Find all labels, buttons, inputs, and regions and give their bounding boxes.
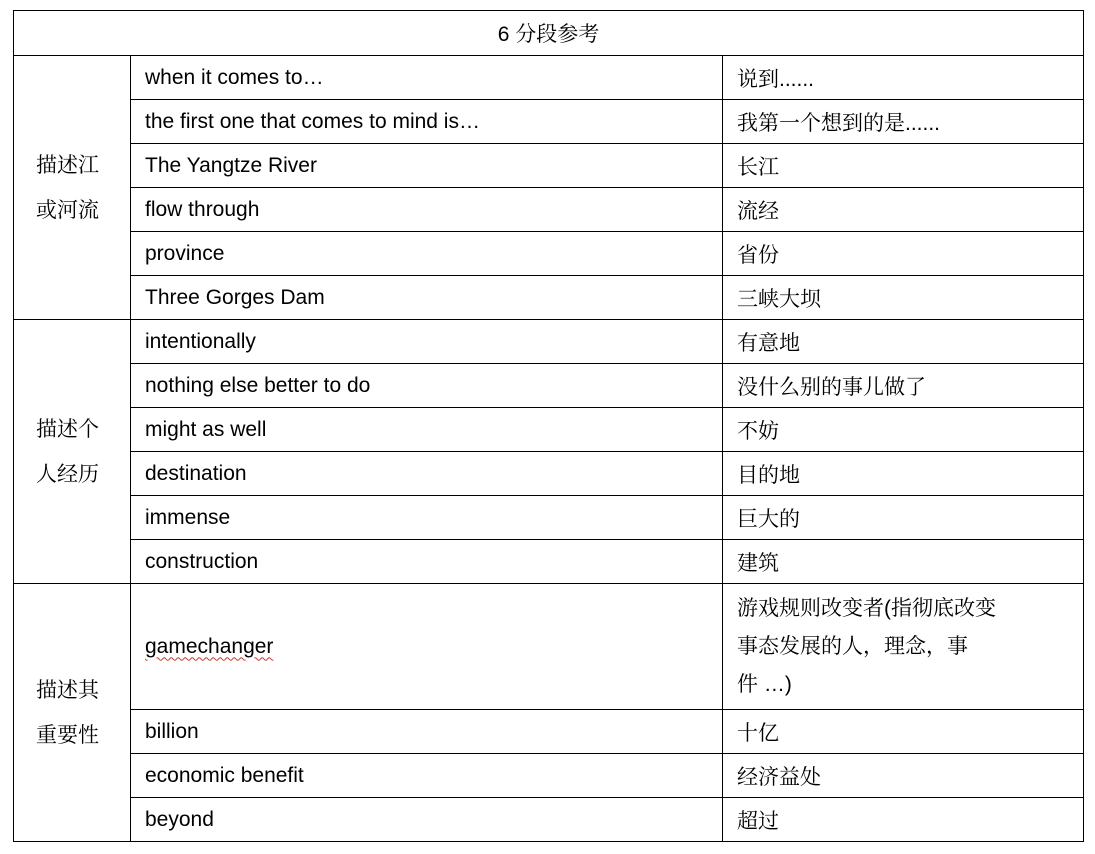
meaning-line: 事态发展的人，理念，事 <box>737 634 968 658</box>
english-term: economic benefit <box>131 754 723 798</box>
chinese-meaning: 没什么别的事儿做了 <box>723 364 1084 408</box>
english-term: the first one that comes to mind is… <box>131 100 723 144</box>
chinese-meaning: 超过 <box>723 798 1084 842</box>
english-term: nothing else better to do <box>131 364 723 408</box>
group-label-line: 重要性 <box>36 723 99 747</box>
english-term: The Yangtze River <box>131 144 723 188</box>
english-term <box>131 584 723 710</box>
chinese-meaning: 建筑 <box>723 540 1084 584</box>
group-label-line: 描述江 <box>36 153 99 177</box>
group-label-line: 描述其 <box>36 678 99 702</box>
english-term: flow through <box>131 188 723 232</box>
chinese-meaning: 巨大的 <box>723 496 1084 540</box>
chinese-meaning: 省份 <box>723 232 1084 276</box>
chinese-meaning: 我第一个想到的是...... <box>723 100 1084 144</box>
group-label-experience <box>14 320 131 584</box>
group-label-line: 人经历 <box>36 462 99 486</box>
table-title: 6 分段参考 <box>14 11 1084 56</box>
english-term: billion <box>131 710 723 754</box>
chinese-meaning: 不妨 <box>723 408 1084 452</box>
chinese-meaning: 有意地 <box>723 320 1084 364</box>
chinese-meaning: 目的地 <box>723 452 1084 496</box>
group-label-importance <box>14 584 131 842</box>
chinese-meaning: 长江 <box>723 144 1084 188</box>
meaning-line: 件 …) <box>737 672 792 696</box>
english-term: beyond <box>131 798 723 842</box>
chinese-meaning: 说到...... <box>723 56 1084 100</box>
vocab-table <box>13 10 1084 842</box>
english-term: Three Gorges Dam <box>131 276 723 320</box>
english-term: might as well <box>131 408 723 452</box>
chinese-meaning: 经济益处 <box>723 754 1084 798</box>
group-label-line: 描述个 <box>36 417 99 441</box>
english-term: construction <box>131 540 723 584</box>
spellcheck-underline: gamechanger <box>145 634 274 658</box>
chinese-meaning <box>723 584 1084 710</box>
english-term: immense <box>131 496 723 540</box>
meaning-line: 游戏规则改变者(指彻底改变 <box>737 596 996 620</box>
english-term: province <box>131 232 723 276</box>
group-label-river <box>14 56 131 320</box>
chinese-meaning: 流经 <box>723 188 1084 232</box>
group-label-line: 或河流 <box>36 198 99 222</box>
english-term: when it comes to… <box>131 56 723 100</box>
english-term: destination <box>131 452 723 496</box>
english-term: intentionally <box>131 320 723 364</box>
chinese-meaning: 十亿 <box>723 710 1084 754</box>
chinese-meaning: 三峡大坝 <box>723 276 1084 320</box>
